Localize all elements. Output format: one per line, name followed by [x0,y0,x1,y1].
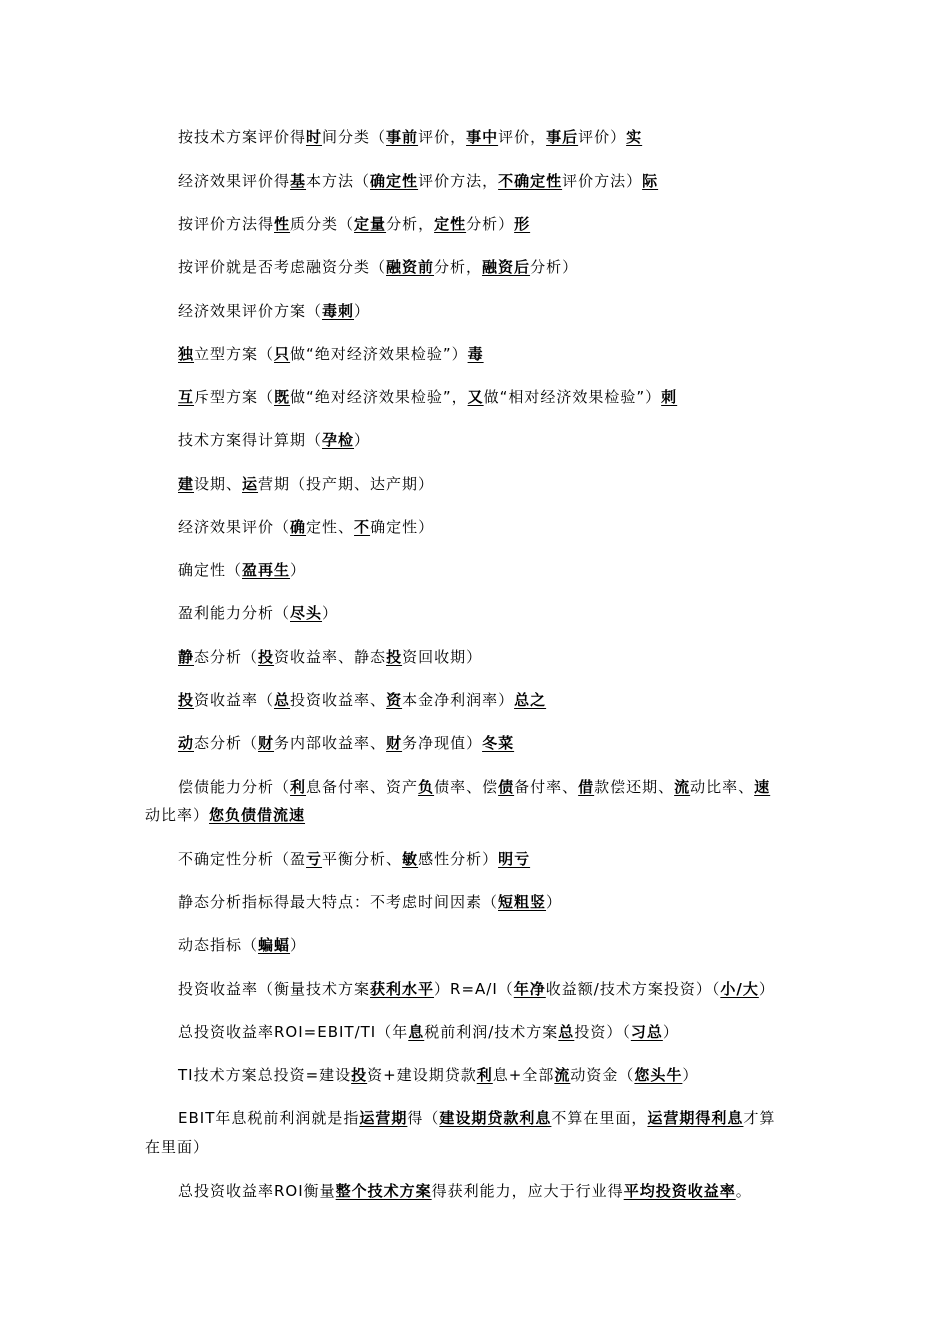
body-text: 债率、偿 [434,778,499,796]
body-text: 做“绝对经济效果检验”， [290,388,468,406]
keyword-text: 短粗竖 [498,893,547,911]
keyword-text: 蝙蝠 [258,936,291,954]
keyword-text: 敏 [402,850,419,868]
body-text: ） [322,604,339,622]
body-text: 偿债能力分析（ [178,778,291,796]
body-text: 动比率、 [690,778,755,796]
body-text: 备付率、 [514,778,579,796]
keyword-text: 建 [178,475,195,493]
keyword-text: 息 [408,1023,425,1041]
body-text: 本方法（ [306,172,371,190]
body-text: 在里面） [145,1138,210,1156]
body-text: 经济效果评价得 [178,172,291,190]
body-text: 按技术方案评价得 [178,128,307,146]
keyword-text: 投 [258,648,275,666]
keyword-text: 基 [290,172,307,190]
body-text: 平衡分析、 [322,850,403,868]
body-text: 分析， [386,215,435,233]
body-text: 技术方案得计算期（ [178,431,323,449]
body-text: 得（ [407,1109,440,1127]
body-text: 资+建设期贷款 [367,1066,477,1084]
text-line [178,646,482,667]
keyword-text: 定性 [434,215,467,233]
keyword-text: 毒刺 [322,302,355,320]
body-text: 评价） [578,128,627,146]
body-text: 经济效果评价方案（ [178,302,323,320]
keyword-text: 借 [578,778,595,796]
text-line [178,1107,775,1128]
body-text: 做“绝对经济效果检验”） [290,345,468,363]
body-text: 经济效果评价（ [178,518,291,536]
keyword-text: 事后 [546,128,579,146]
body-text: ） [290,936,307,954]
text-line [178,732,514,753]
body-text: ） [682,1066,699,1084]
body-text: 资收益率（ [194,691,275,709]
text-line [178,848,530,869]
body-text: ） [290,561,307,579]
body-text: 做“相对经济效果检验”） [483,388,662,406]
keyword-text: 流 [674,778,691,796]
keyword-text: 您负债借流速 [209,806,306,824]
keyword-text: 明亏 [498,850,531,868]
keyword-text: 运 [242,475,259,493]
keyword-text: 您头牛 [634,1066,683,1084]
text-line [178,602,338,623]
text-line [178,170,658,191]
body-text: 评价方法） [562,172,643,190]
keyword-text: 速 [754,778,771,796]
text-line [145,804,305,825]
keyword-text: 运营期 [359,1109,408,1127]
keyword-text: 确 [290,518,307,536]
body-text: 得获利能力，应大于行业得 [431,1182,624,1200]
body-text: 动态指标（ [178,936,259,954]
keyword-text: 只 [274,345,291,363]
keyword-text: 动 [178,734,195,752]
keyword-text: 独 [178,345,195,363]
text-line [178,343,484,364]
keyword-text: 融资后 [482,258,531,276]
keyword-text: 总之 [514,691,547,709]
keyword-text: 既 [274,388,291,406]
keyword-text: 年净 [513,980,546,998]
keyword-text: 平均投资收益率 [623,1182,736,1200]
body-text: 不算在里面， [551,1109,648,1127]
text-line [178,473,434,494]
body-text: 分析） [530,258,579,276]
body-text: ） [354,302,371,320]
keyword-text: 尽头 [290,604,323,622]
body-text: 投资收益率、 [290,691,387,709]
body-text: 分析） [466,215,515,233]
text-line [178,386,677,407]
body-text: 资回收期） [402,648,483,666]
body-text: ）R=A/I（ [434,980,514,998]
body-text: 总投资收益率ROI=EBIT/TI（年 [178,1023,409,1041]
keyword-text: 建设期贷款利息 [439,1109,552,1127]
body-text: ） [662,1023,679,1041]
body-text: 动资金（ [570,1066,635,1084]
keyword-text: 时 [306,128,323,146]
keyword-text: 又 [467,388,484,406]
text-line [178,213,530,234]
keyword-text: 利 [290,778,307,796]
body-text: 息+全部 [492,1066,555,1084]
body-text: 定性、 [306,518,355,536]
body-text: 不确定性分析（盈 [178,850,307,868]
keyword-text: 投 [178,691,195,709]
body-text: ） [546,893,563,911]
text-line [178,516,434,537]
body-text: 确定性（ [178,561,243,579]
body-text: 斥型方案（ [194,388,275,406]
keyword-text: 定量 [354,215,387,233]
text-line [178,559,306,580]
keyword-text: 整个技术方案 [335,1182,432,1200]
keyword-text: 事前 [386,128,419,146]
text-line [178,300,370,321]
body-text: ） [758,980,775,998]
body-text: 按评价就是否考虑融资分类（ [178,258,387,276]
body-text: 确定性） [370,518,435,536]
body-text: 务内部收益率、 [274,734,387,752]
body-text: 。 [735,1182,752,1200]
body-text: 态分析（ [194,648,259,666]
body-text: 税前利润/技术方案 [424,1023,559,1041]
text-line [178,1180,752,1201]
text-line [178,891,562,912]
keyword-text: 际 [642,172,659,190]
keyword-text: 毒 [467,345,484,363]
body-text: 息备付率、资产 [306,778,419,796]
keyword-text: 总 [558,1023,575,1041]
keyword-text: 负 [418,778,435,796]
keyword-text: 互 [178,388,195,406]
body-text: 静态分析指标得最大特点：不考虑时间因素（ [178,893,499,911]
body-text: 按评价方法得 [178,215,275,233]
body-text: 评价方法， [418,172,499,190]
body-text: 总投资收益率ROI衡量 [178,1182,336,1200]
keyword-text: 获利水平 [370,980,435,998]
body-text: 分析， [434,258,483,276]
keyword-text: 刺 [661,388,678,406]
text-line [178,776,770,797]
keyword-text: 事中 [466,128,499,146]
body-text: TI技术方案总投资=建设 [178,1066,352,1084]
body-text: EBIT年息税前利润就是指 [178,1109,360,1127]
text-line [178,689,546,710]
body-text: 评价， [418,128,467,146]
keyword-text: 形 [514,215,531,233]
text-line [178,1021,679,1042]
keyword-text: 性 [274,215,291,233]
keyword-text: 确定性 [370,172,419,190]
text-line [178,126,642,147]
body-text: 设期、 [194,475,243,493]
body-text: 立型方案（ [194,345,275,363]
body-text: 感性分析） [418,850,499,868]
keyword-text: 盈再生 [242,561,291,579]
keyword-text: 小/大 [720,980,759,998]
keyword-text: 孕检 [322,431,355,449]
body-text: 动比率） [145,806,210,824]
text-line [178,256,578,277]
keyword-text: 财 [386,734,403,752]
body-text: 投资收益率（衡量技术方案 [178,980,371,998]
keyword-text: 资 [386,691,403,709]
keyword-text: 冬菜 [482,734,515,752]
body-text: 款偿还期、 [594,778,675,796]
keyword-text: 运营期得利息 [647,1109,744,1127]
keyword-text: 投 [351,1066,368,1084]
keyword-text: 亏 [306,850,323,868]
text-line [178,934,306,955]
keyword-text: 债 [498,778,515,796]
keyword-text: 不确定性 [498,172,563,190]
body-text: 务净现值） [402,734,483,752]
text-line [178,1064,698,1085]
body-text: 才算 [743,1109,776,1127]
keyword-text: 利 [476,1066,493,1084]
keyword-text: 流 [554,1066,571,1084]
body-text: 投资）（ [574,1023,631,1041]
keyword-text: 习总 [630,1023,663,1041]
body-text: 盈利能力分析（ [178,604,291,622]
keyword-text: 实 [626,128,643,146]
text-line [178,978,775,999]
body-text: 间分类（ [322,128,387,146]
body-text: 资收益率、静态 [274,648,387,666]
keyword-text: 财 [258,734,275,752]
body-text: ） [354,431,371,449]
text-line [145,1136,209,1157]
text-line [178,429,370,450]
keyword-text: 静 [178,648,195,666]
body-text: 质分类（ [290,215,355,233]
keyword-text: 总 [274,691,291,709]
keyword-text: 融资前 [386,258,435,276]
body-text: 评价， [498,128,547,146]
keyword-text: 不 [354,518,371,536]
body-text: 本金净利润率） [402,691,515,709]
keyword-text: 投 [386,648,403,666]
body-text: 营期（投产期、达产期） [258,475,435,493]
body-text: 态分析（ [194,734,259,752]
body-text: 收益额/技术方案投资）（ [545,980,721,998]
